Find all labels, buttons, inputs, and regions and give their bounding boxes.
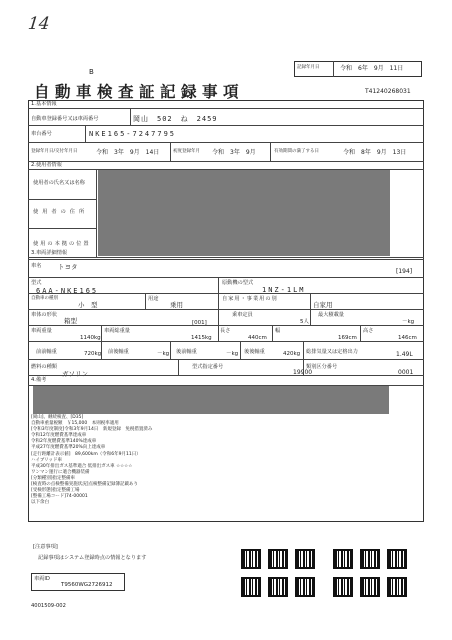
front2-axle-label: 前後軸重 xyxy=(108,349,129,355)
expiry-value: 令和 8年 9月 13日 xyxy=(343,149,407,156)
displacement-value: 1.49L xyxy=(396,351,413,358)
note-line: ワンマン運行に適合機器装備 xyxy=(31,469,90,475)
engine-label: 原動機の型式 xyxy=(222,280,254,286)
first-year-value: 令和 3年 9月 xyxy=(212,149,256,156)
cat-no-value: 0001 xyxy=(398,369,414,376)
notice-text: 記録事項はシステム登録時点の情報となります xyxy=(38,555,147,561)
vehicle-id-label: 車両ID xyxy=(34,576,50,582)
note-line: ハイブリッド車 xyxy=(31,457,63,463)
cat-no-label: 類別区分番号 xyxy=(306,364,338,370)
vehicle-id-value: T9560WG2726912 xyxy=(61,582,113,588)
note-line: 自動車重量税額 ￥15,000 本則税率適用 xyxy=(31,421,119,427)
qr-code-12 xyxy=(387,577,407,597)
record-date-label: 記録年月日 xyxy=(297,65,320,70)
maker-value: トヨタ xyxy=(58,263,78,271)
rear2-axle-label: 後後軸重 xyxy=(244,349,265,355)
section-basic-label: 1.基本情報 xyxy=(31,101,57,107)
displacement-label: 総排気量又は定格出力 xyxy=(306,349,358,355)
shape-label: 車体の形状 xyxy=(31,312,57,318)
note-line: 平成30年排出ガス基準適合 低排出ガス車 ☆☆☆☆ xyxy=(31,463,133,469)
length-label: 長さ xyxy=(220,328,231,334)
private-value: 自家用 xyxy=(313,301,333,309)
section-user-label: 2.使用者情報 xyxy=(31,162,62,168)
notice-title: [注意事項] xyxy=(33,544,58,550)
note-line: 令和12年度燃費基準達成車 xyxy=(31,433,87,439)
user-info-redaction xyxy=(98,170,390,256)
private-label: 自家用・事業用の別 xyxy=(222,296,278,302)
user-address-label: 使用者の住所 xyxy=(33,209,89,215)
note-line: [受検形態]指定整備工場 xyxy=(31,488,80,494)
qr-code-9 xyxy=(295,577,315,597)
note-line: [走行距離計表示値] 89,600km（令和6年9月11日） xyxy=(31,451,141,457)
type-no-label: 型式指定番号 xyxy=(192,364,224,370)
width-label: 幅 xyxy=(275,328,281,334)
note-line: [整備工場コード]74-00001 xyxy=(31,494,88,500)
qr-code-3 xyxy=(295,549,315,569)
qr-code-4 xyxy=(333,549,353,569)
chassis-label: 車台番号 xyxy=(31,131,52,137)
handwritten-number: 14 xyxy=(26,14,51,34)
front2-axle-value: －kg xyxy=(157,351,170,357)
front-axle-value: 720kg xyxy=(84,351,102,357)
fuel-value: ガソリン xyxy=(62,370,88,378)
note-line: [令和3年度制度]令和3年9月14日 新規登録 免税措置済み xyxy=(31,427,153,433)
rear-axle-value: －kg xyxy=(226,351,239,357)
note-line: [岡山]、継続検査、[D35] xyxy=(31,415,84,420)
doc-number: T41240268031 xyxy=(365,88,411,95)
height-label: 高さ xyxy=(363,328,374,334)
max-load-value: －kg xyxy=(402,319,415,325)
kind-label: 自動車の種別 xyxy=(31,296,58,301)
note-line: [検査時の点検整備実施状況]点検整備記録簿記載あり xyxy=(31,482,139,488)
first-reg-value: 令和 3年 9月 14日 xyxy=(96,149,160,156)
qr-code-1 xyxy=(241,549,261,569)
qr-code-8 xyxy=(268,577,288,597)
model-value: 6AA-NKE165 xyxy=(36,287,99,295)
gross-label: 車両総重量 xyxy=(104,328,130,334)
weight-value: 1140kg xyxy=(80,335,101,341)
note-line: 令和2年度燃費基準140%達成車 xyxy=(31,439,97,445)
maker-code: [194] xyxy=(396,268,413,275)
width-value: 169cm xyxy=(338,335,357,341)
model-label: 型式 xyxy=(31,280,42,286)
weight-label: 車両重量 xyxy=(31,328,52,334)
notes-redaction xyxy=(33,386,389,414)
capacity-label: 乗車定員 xyxy=(232,312,253,318)
max-load-label: 最大積載量 xyxy=(318,312,344,318)
fuel-label: 燃料の種類 xyxy=(31,364,57,370)
section-notes-label: 4.備考 xyxy=(31,377,47,383)
user-name-label: 使用者の氏名又は名称 xyxy=(33,180,85,186)
use-label: 用途 xyxy=(148,296,159,302)
record-date-value: 令和 6年 9月 11日 xyxy=(340,65,404,72)
qr-code-7 xyxy=(241,577,261,597)
user-base-label: 使用の本拠の位置 xyxy=(33,241,91,247)
rear2-axle-value: 420kg xyxy=(283,351,301,357)
header-letter: B xyxy=(89,68,94,76)
length-value: 440cm xyxy=(248,335,267,341)
height-value: 146cm xyxy=(398,335,417,341)
capacity-value: 5人 xyxy=(300,319,309,325)
chassis-value: NKE165-7247795 xyxy=(89,130,177,138)
shape-value: 箱型 xyxy=(64,317,77,325)
maker-label: 車名 xyxy=(31,263,42,269)
front-axle-label: 前前軸重 xyxy=(36,349,57,355)
qr-code-6 xyxy=(387,549,407,569)
engine-value: 1NZ-1LM xyxy=(262,286,306,294)
bottom-code: 4001509-002 xyxy=(31,603,66,609)
note-line: 以下余白 xyxy=(31,500,49,506)
qr-code-10 xyxy=(333,577,353,597)
qr-code-2 xyxy=(268,549,288,569)
notes-list xyxy=(31,416,281,507)
qr-code-11 xyxy=(360,577,380,597)
first-reg-label: 登録年月日/交付年月日 xyxy=(31,149,78,154)
rear-axle-label: 後前軸重 xyxy=(176,349,197,355)
reg-label: 自動車登録番号又は車両番号 xyxy=(31,116,99,122)
shape-code: [001] xyxy=(192,320,207,326)
note-line: 平成27年度燃費基準20%向上達成車 xyxy=(31,445,106,451)
type-no-value: 19900 xyxy=(293,369,313,376)
expiry-label: 有効期間の満了する日 xyxy=(274,149,319,154)
use-value: 乗用 xyxy=(170,301,183,309)
page-title: 自動車検査証記録事項 xyxy=(34,83,245,101)
reg-value: 岡山 502 ね 2459 xyxy=(133,115,218,123)
qr-code-5 xyxy=(360,549,380,569)
gross-value: 1415kg xyxy=(191,335,212,341)
first-year-label: 初度登録年月 xyxy=(173,149,200,154)
note-line: [分類種別]指定整備車 xyxy=(31,475,76,481)
kind-value: 小 型 xyxy=(78,301,98,309)
section-vehicle-label: 3.車両詳細情報 xyxy=(31,250,68,256)
